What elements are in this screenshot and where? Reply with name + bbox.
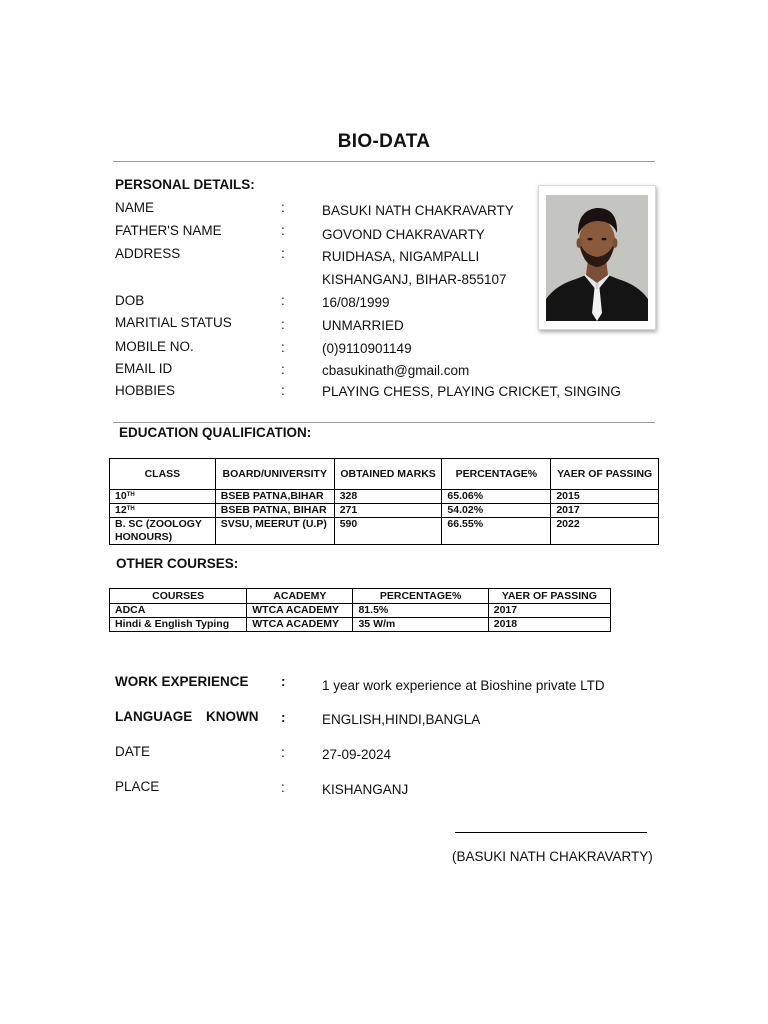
signature-line bbox=[455, 832, 647, 833]
edu-class-text: 12 bbox=[115, 504, 127, 516]
course-percentage: 81.5% bbox=[353, 604, 488, 618]
edu-class-sup: TH bbox=[126, 492, 135, 498]
date-colon: : bbox=[281, 745, 285, 760]
edu-year: 2015 bbox=[551, 490, 659, 504]
table-row bbox=[110, 518, 659, 545]
mobile-colon: : bbox=[281, 340, 285, 355]
address-line-1: RUIDHASA, NIGAMPALLI bbox=[322, 249, 480, 264]
education-table bbox=[109, 458, 659, 545]
title-divider bbox=[113, 161, 655, 162]
date-label: DATE bbox=[115, 744, 151, 759]
edu-header-year: YAER OF PASSING bbox=[551, 459, 659, 490]
edu-class-text: 10 bbox=[115, 490, 127, 502]
language-label: LANGUAGE bbox=[115, 709, 193, 724]
page-title: BIO-DATA bbox=[337, 131, 431, 152]
place-colon: : bbox=[281, 780, 285, 795]
course-academy: WTCA ACADEMY bbox=[247, 618, 353, 632]
course-year: 2018 bbox=[488, 618, 610, 632]
edu-percentage: 54.02% bbox=[442, 504, 551, 518]
email-value: cbasukinath@gmail.com bbox=[322, 363, 470, 378]
language-colon: : bbox=[281, 710, 286, 725]
dob-label: DOB bbox=[115, 293, 145, 308]
edu-marks: 328 bbox=[334, 490, 442, 504]
course-header-year: YAER OF PASSING bbox=[488, 589, 610, 604]
table-row bbox=[110, 604, 611, 618]
hobbies-label: HOBBIES bbox=[115, 383, 176, 398]
email-colon: : bbox=[281, 362, 285, 377]
edu-percentage: 66.55% bbox=[442, 518, 551, 545]
edu-percentage: 65.06% bbox=[442, 490, 551, 504]
course-header-academy: ACADEMY bbox=[247, 589, 353, 604]
edu-header-board: BOARD/UNIVERSITY bbox=[215, 459, 334, 490]
address-colon: : bbox=[281, 246, 285, 261]
language-value: ENGLISH,HINDI,BANGLA bbox=[322, 712, 481, 727]
language-known-label: KNOWN bbox=[206, 709, 259, 724]
other-courses-table bbox=[109, 588, 611, 632]
fathers-name-colon: : bbox=[281, 223, 285, 238]
edu-class-sup: TH bbox=[126, 506, 135, 512]
signature-name: (BASUKI NATH CHAKRAVARTY) bbox=[452, 849, 653, 864]
edu-year: 2022 bbox=[551, 518, 659, 545]
name-colon: : bbox=[281, 200, 285, 215]
other-courses-heading: OTHER COURSES: bbox=[116, 556, 239, 571]
dob-colon: : bbox=[281, 293, 285, 308]
edu-board: BSEB PATNA, BIHAR bbox=[215, 504, 334, 518]
marital-status-label: MARITIAL STATUS bbox=[115, 315, 232, 330]
section-divider bbox=[113, 422, 655, 423]
table-row bbox=[110, 490, 659, 504]
course-year: 2017 bbox=[488, 604, 610, 618]
place-label: PLACE bbox=[115, 779, 160, 794]
hobbies-colon: : bbox=[281, 383, 285, 398]
education-header-row bbox=[110, 459, 659, 490]
table-row bbox=[110, 504, 659, 518]
marital-status-value: UNMARRIED bbox=[322, 318, 404, 333]
edu-class bbox=[110, 504, 216, 518]
name-value: BASUKI NATH CHAKRAVARTY bbox=[322, 203, 514, 218]
table-row bbox=[110, 618, 611, 632]
courses-header-row bbox=[110, 589, 611, 604]
mobile-label: MOBILE NO. bbox=[115, 339, 194, 354]
personal-details-heading: PERSONAL DETAILS: bbox=[115, 177, 255, 192]
fathers-name-value: GOVOND CHAKRAVARTY bbox=[322, 227, 485, 242]
education-heading: EDUCATION QUALIFICATION: bbox=[119, 425, 312, 440]
name-label: NAME bbox=[115, 200, 155, 215]
address-label: ADDRESS bbox=[115, 246, 181, 261]
course-name: ADCA bbox=[110, 604, 247, 618]
work-experience-label: WORK EXPERIENCE bbox=[115, 674, 249, 689]
course-header-course: COURSES bbox=[110, 589, 247, 604]
edu-header-marks: OBTAINED MARKS bbox=[334, 459, 442, 490]
place-value: KISHANGANJ bbox=[322, 782, 409, 797]
edu-board: BSEB PATNA,BIHAR bbox=[215, 490, 334, 504]
marital-status-colon: : bbox=[281, 317, 285, 332]
edu-header-class: CLASS bbox=[110, 459, 216, 490]
edu-header-percentage: PERCENTAGE% bbox=[442, 459, 551, 490]
course-percentage: 35 W/m bbox=[353, 618, 488, 632]
edu-class: B. SC (ZOOLOGY HONOURS) bbox=[110, 518, 216, 545]
edu-board: SVSU, MEERUT (U.P) bbox=[215, 518, 334, 545]
work-experience-value: 1 year work experience at Bioshine private LTD bbox=[322, 678, 605, 693]
edu-class bbox=[110, 490, 216, 504]
edu-marks: 271 bbox=[334, 504, 442, 518]
mobile-value: (0)9110901149 bbox=[322, 341, 412, 356]
email-label: EMAIL ID bbox=[115, 361, 173, 376]
course-academy: WTCA ACADEMY bbox=[247, 604, 353, 618]
course-header-percentage: PERCENTAGE% bbox=[353, 589, 488, 604]
hobbies-value: PLAYING CHESS, PLAYING CRICKET, SINGING bbox=[322, 384, 621, 399]
edu-marks: 590 bbox=[334, 518, 442, 545]
address-line-2: KISHANGANJ, BIHAR-855107 bbox=[322, 272, 507, 287]
profile-photo bbox=[538, 185, 656, 330]
dob-value: 16/08/1999 bbox=[322, 295, 390, 310]
fathers-name-label: FATHER'S NAME bbox=[115, 223, 222, 238]
work-experience-colon: : bbox=[281, 674, 286, 689]
profile-photo-image bbox=[546, 195, 648, 321]
date-value: 27-09-2024 bbox=[322, 747, 392, 762]
edu-year: 2017 bbox=[551, 504, 659, 518]
course-name: Hindi & English Typing bbox=[110, 618, 247, 632]
